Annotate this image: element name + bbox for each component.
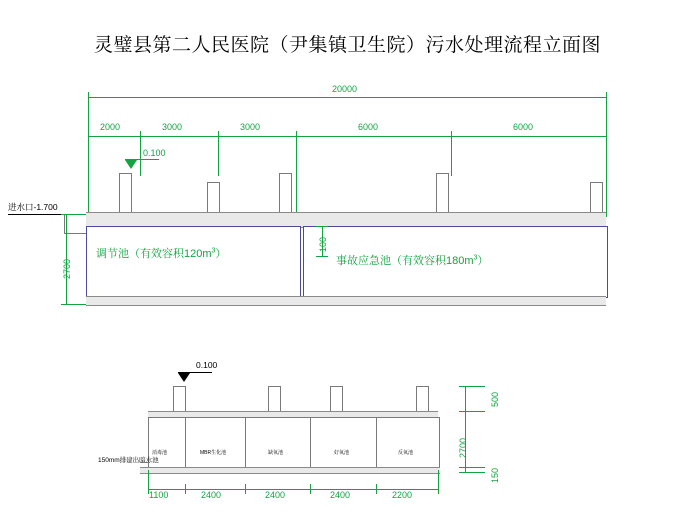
wall-dimension-label: 100 — [318, 236, 328, 252]
vent-riser-2 — [207, 182, 220, 215]
right-dimension-label-1: 2700 — [458, 437, 468, 458]
ext-line-5 — [606, 97, 607, 217]
lower-structure-body — [148, 417, 440, 469]
tank-regulating — [86, 226, 301, 298]
lower-ext-0 — [148, 470, 149, 489]
pool-label-regulating — [96, 245, 226, 261]
inlet-pipe-stub — [64, 214, 88, 234]
pool-label-emergency-text: 事故应急池（有效容积180m — [336, 255, 474, 267]
right-dim-tick-top — [459, 386, 485, 387]
segment-dimension-line — [88, 136, 606, 137]
lower-dimension-label-4: 2200 — [392, 490, 413, 500]
pool-label-regulating-text: 调节池（有效容积120m — [96, 248, 212, 260]
page-title: 灵璧县第二人民医院（尹集镇卫生院）污水处理流程立面图 — [93, 35, 601, 56]
chamber-label-1: MBR生化池 — [200, 450, 227, 456]
vent-riser-4 — [436, 173, 449, 215]
ext-line-0 — [88, 97, 89, 217]
pool-label-emergency-sup: 3 — [473, 254, 478, 262]
vent-riser-1 — [119, 173, 132, 215]
ext-line-2 — [218, 136, 219, 176]
lower-dim-tick-4 — [376, 484, 377, 494]
chamber-label-0: 消毒池 — [152, 450, 168, 456]
chamber-label-2: 缺氧池 — [268, 450, 284, 456]
elevation-marker-line-lower — [178, 372, 212, 373]
pipe-note-label: 150mm排建出暗水池 — [98, 457, 159, 464]
pool-label-emergency — [336, 252, 488, 268]
elevation-marker-line — [125, 159, 159, 160]
segment-label-4: 6000 — [513, 122, 534, 132]
ext-line-4 — [451, 136, 452, 176]
pool-label-emergency-suffix: ） — [477, 255, 489, 267]
seg-tick-5 — [606, 131, 607, 141]
lower-vent-riser-2 — [268, 386, 281, 414]
lower-ext-5 — [438, 470, 439, 489]
depth-dimension-label: 2700 — [62, 258, 72, 279]
lower-dimension-label-2: 2400 — [265, 490, 286, 500]
wall-dim-tick-top — [316, 226, 328, 227]
lower-bottom-slab — [140, 467, 440, 474]
inlet-label: 进水口-1.700 — [8, 202, 58, 212]
elevation-triangle-icon — [125, 160, 137, 169]
ext-line-3 — [296, 136, 297, 218]
lower-dim-tick-3 — [310, 484, 311, 494]
vent-riser-5 — [590, 182, 603, 215]
right-dim-tick-2 — [459, 467, 485, 468]
lower-vent-riser-1 — [173, 386, 186, 414]
elevation-label-upper: 0.100 — [143, 148, 166, 158]
upper-bottom-slab — [86, 296, 606, 306]
lower-dimension-label-1: 2400 — [201, 490, 222, 500]
seg-tick-0 — [88, 131, 89, 141]
lower-vent-riser-4 — [416, 386, 429, 414]
inlet-leader-line — [8, 214, 68, 215]
segment-label-1: 3000 — [162, 122, 183, 132]
lower-dimension-label-3: 2400 — [330, 490, 351, 500]
lower-dim-tick-2 — [245, 484, 246, 494]
segment-label-0: 2000 — [100, 122, 121, 132]
elevation-triangle-icon-lower — [178, 373, 190, 382]
pool-label-regulating-sup: 3 — [211, 247, 216, 255]
ext-line-1 — [140, 136, 141, 176]
pool-label-regulating-suffix: ） — [215, 248, 227, 260]
chamber-divider-4 — [376, 417, 377, 467]
chamber-label-4: 反氧池 — [398, 450, 414, 456]
chamber-divider-1 — [185, 417, 186, 467]
wall-dim-tick-bottom — [316, 256, 328, 257]
depth-dim-tick-top — [61, 214, 86, 215]
chamber-divider-2 — [245, 417, 246, 467]
chamber-divider-3 — [310, 417, 311, 467]
right-dimension-line — [465, 386, 466, 472]
lower-dimension-label-0: 1100 — [149, 490, 169, 500]
right-dim-tick-1 — [459, 411, 485, 412]
depth-dim-tick-bottom — [61, 304, 86, 305]
pipe-note-leader — [140, 462, 150, 463]
overall-dimension-line — [88, 97, 606, 98]
vent-riser-3 — [279, 173, 292, 215]
right-dimension-label-2: 150 — [490, 467, 500, 483]
lower-dim-tick-1 — [185, 484, 186, 494]
lower-vent-riser-3 — [330, 386, 343, 414]
segment-label-2: 3000 — [240, 122, 261, 132]
elevation-label-lower: 0.100 — [196, 360, 218, 370]
right-dim-tick-bottom — [459, 472, 485, 473]
segment-label-3: 6000 — [358, 122, 379, 132]
chamber-label-3: 好氧池 — [334, 450, 350, 456]
right-dimension-label-0: 500 — [490, 391, 500, 407]
overall-dimension-label: 20000 — [332, 84, 358, 94]
